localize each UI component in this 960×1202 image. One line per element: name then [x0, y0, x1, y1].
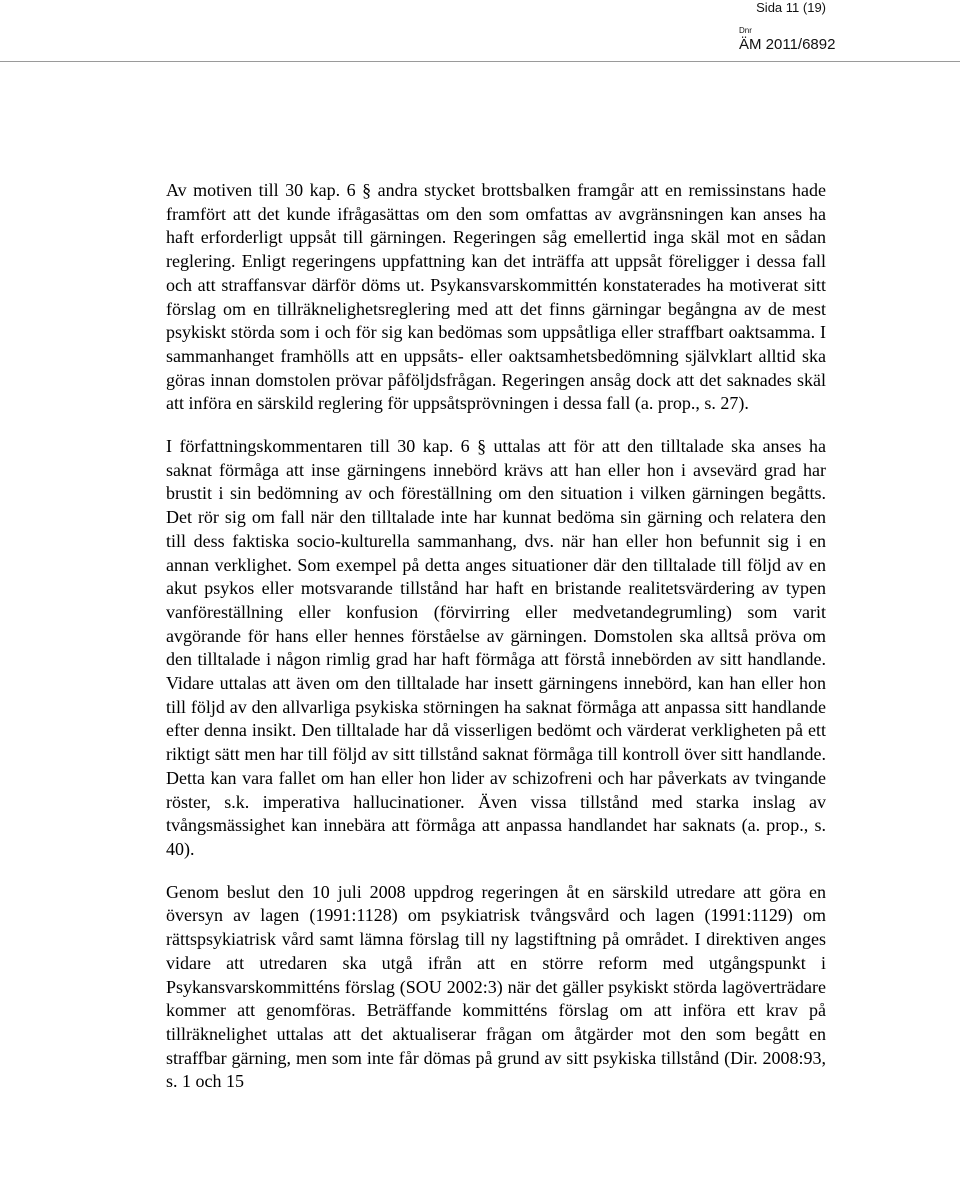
paragraph-motives: Av motiven till 30 kap. 6 § andra stycket brottsbalken framgår att en remissinstans hade framfört att det kunde ifrågasättas om den som omfattas av avgränsningen kan anses ha haft erforderligt uppsåt till gärningen. Regeringen såg emellertid inga skäl mot en sådan reglering. Enligt regeringens uppfattning kan det inträffa att uppsåt föreligger i dessa fall och att straffansvar därför döms ut. Psykansvarskommittén konstaterades ha motiverat sitt förslag om en tillräknelighetsreglering med att det finns gärningar begångna av de mest psykiskt störda som i och för sig kan bedömas som uppsåtliga eller straffbart oaktsamma. I sammanhanget framhölls att en uppsåts- eller oaktsamhetsbedömning självklart alltid ska göras innan domstolen prövar påföljdsfrågan. Regeringen ansåg dock att det saknades skäl att införa en särskild reglering för uppsåtsprövningen i dessa fall (a. prop., s. 27). — [166, 180, 826, 414]
document-body — [166, 179, 826, 1094]
case-number: ÄM 2011/6892 — [739, 36, 836, 53]
page-number: Sida 11 (19) — [756, 0, 826, 15]
paragraph-directive: Genom beslut den 10 juli 2008 uppdrog regeringen åt en särskild utredare att göra en översyn av lagen (1991:1128) om psykiatrisk tvångsvård och lagen (1991:1129) om rättspsykiatrisk vård samt lämna förslag till ny lagstiftning på området. I direktiven anges vidare att utredaren ska utgå ifrån att en större reform med utgångspunkt i Psykansvarskommitténs förslag (SOU 2002:3) när det gäller psykiskt störda lagöverträdare kommer att genomföras. Beträffande kommitténs förslag om att införa ett krav på tillräknelighet uttalas att det aktualiserar frågan om åtgärder mot den som begått en straffbar gärning, men som inte får dömas på grund av sitt psykiska tillstånd (Dir. 2008:93, s. 1 och 15 — [166, 881, 826, 1092]
paragraph-commentary: I författningskommentaren till 30 kap. 6 § uttalas att för att den tilltalade ska anses ha saknat förmåga att inse gärningens innebörd krävs att han eller hon i avsevärd grad har brustit i sin bedömning av och föreställning om den situation i vilken gärningen begåtts. Det rör sig om fall när den tilltalade inte har kunnat bedöma sin gärning och relatera den till dess faktiska socio-kulturella sammanhang, dvs. när han eller hon befunnit sig i en annan verklighet. Som exempel på detta anges situationer där den tilltalade till följd av en akut psykos eller motsvarande tillstånd har haft en bristande realitetsvärdering av typen vanföreställning eller konfusion (förvirring eller medvetandegrumling) som varit avgörande för hans eller hennes förståelse av gärningen. Domstolen ska alltså pröva om den tilltalade i någon rimlig grad har haft förmåga att förstå innebörden av sitt handlande. Vidare uttalas att även om den tilltalade har insett gärningens innebörd, kan han eller hon till följd av den allvarliga psykiska störningen ha saknat förmåga att anpassa sitt handlande efter denna insikt. Den tilltalade har då visserligen bedömt och värderat verkligheten på ett riktigt sätt men har till följd av sitt tillstånd saknat förmåga till kontroll över sitt handlande. Detta kan vara fallet om han eller hon lider av schizofreni och har påverkats av tvingande röster, s.k. imperativa hallucinationer. Även vissa tillstånd med starka inslag av tvångsmässighet kan innebära att förmåga att anpassa handlandet har saknats (a. prop., s. 40). — [166, 436, 826, 859]
header-divider — [0, 61, 960, 62]
dnr-label: Dnr — [739, 26, 752, 35]
page-header — [0, 0, 960, 62]
